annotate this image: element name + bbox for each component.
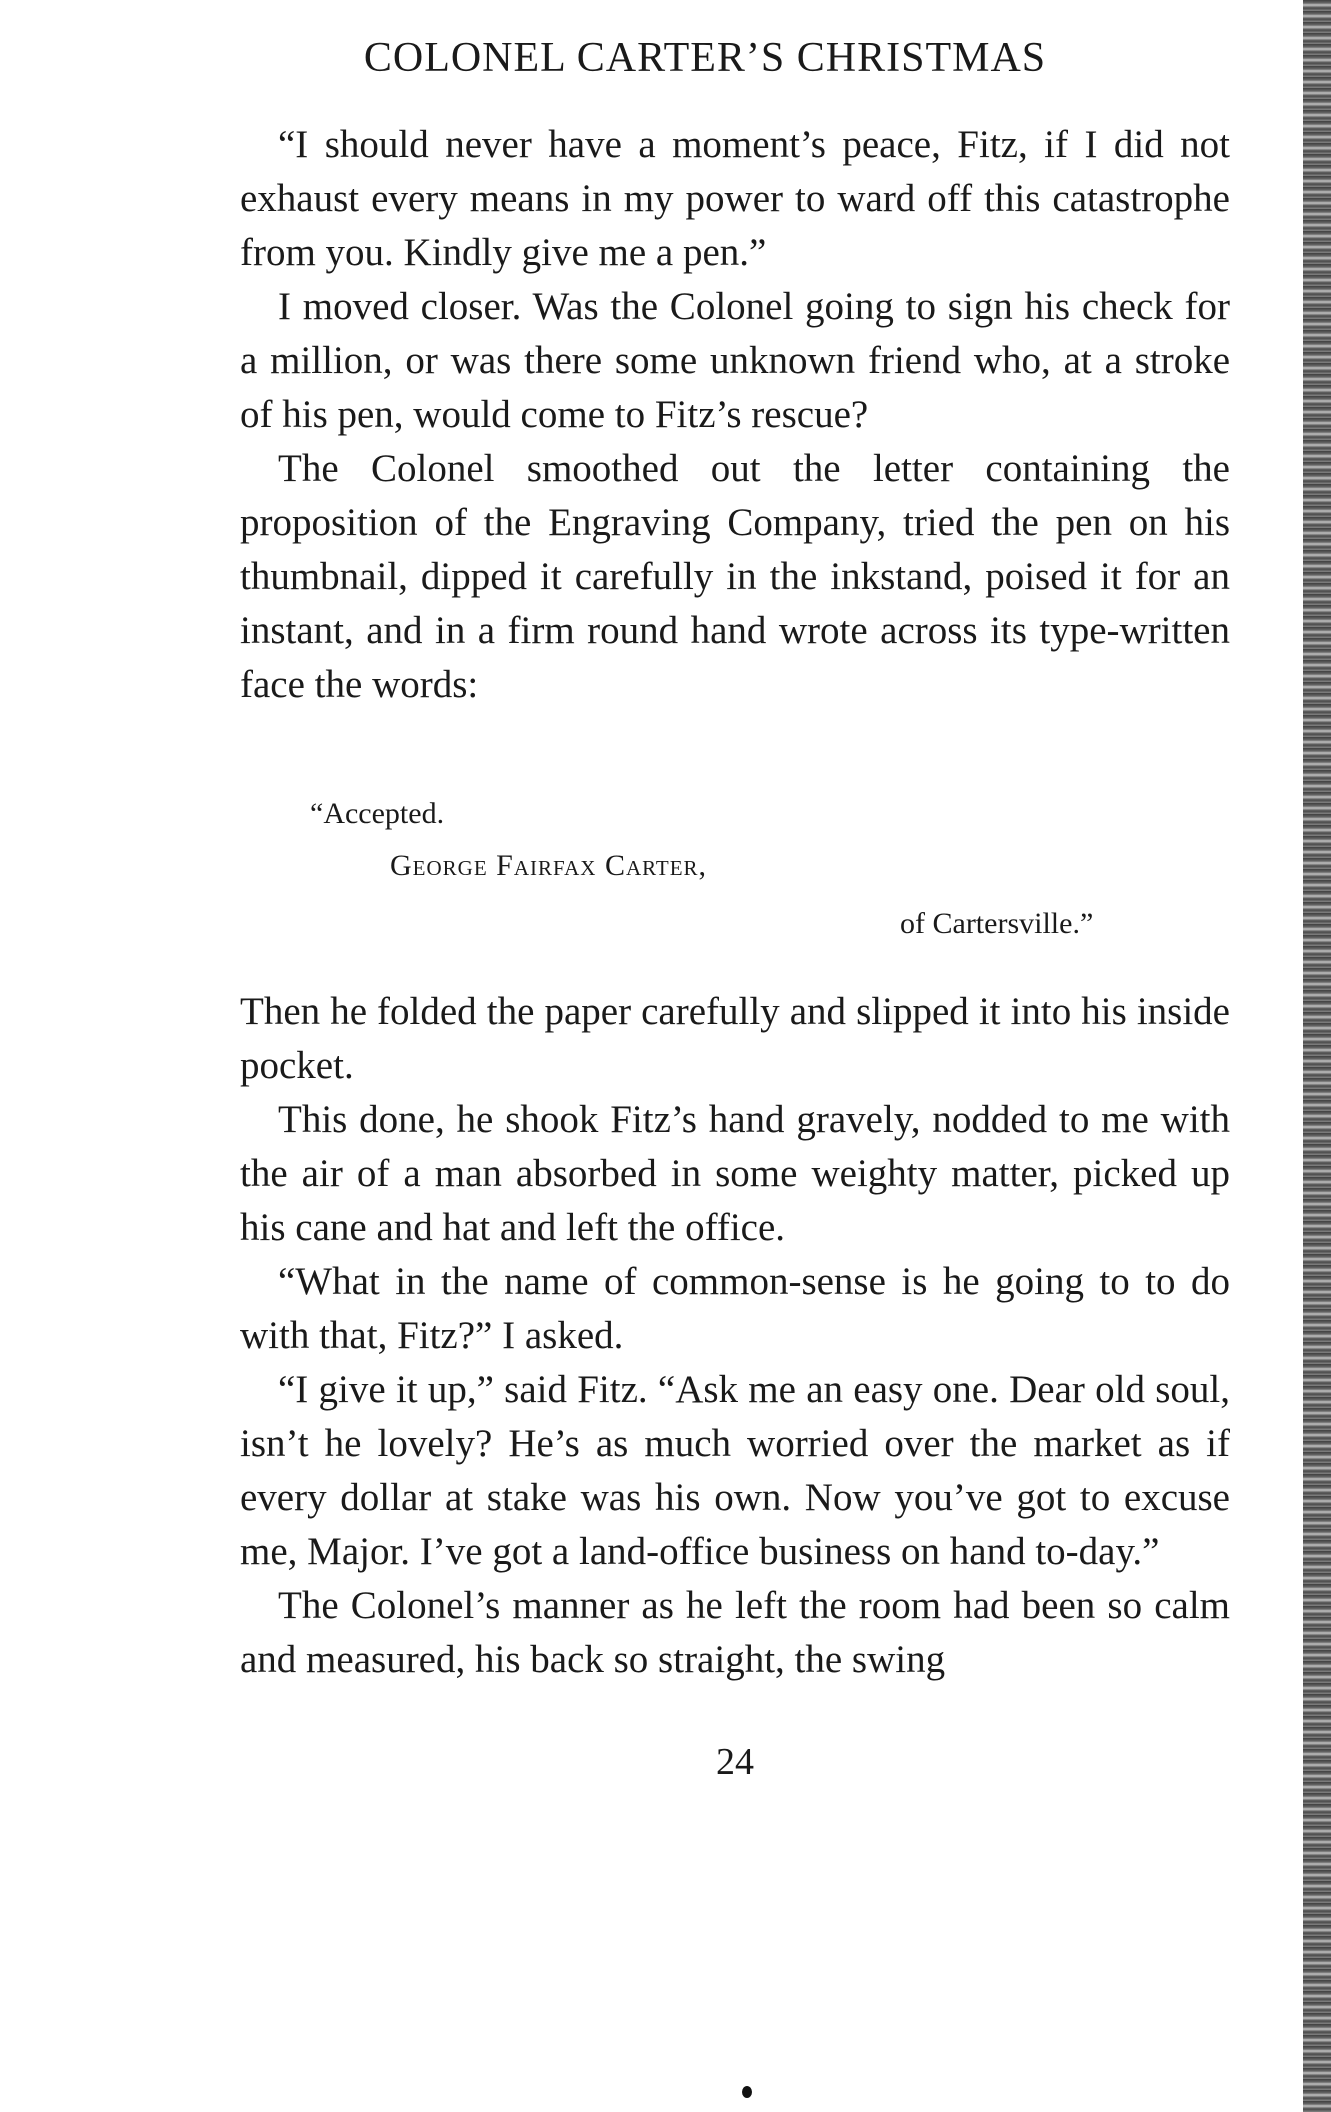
paragraph: The Colonel’s manner as he left the room had been so calm and measured, his back so straight, the swing [240,1584,1230,1681]
page-number: 24 [716,1741,754,1783]
running-header: COLONEL CARTER’S CHRISTMAS [363,35,1047,81]
note-signature: George Fairfax Carter, [390,849,708,882]
paragraph: “I should never have a moment’s peace, Fitz, if I did not exhaust every means in my power to ward off this catastrophe from you. Kindly give me a pen.” [240,123,1230,274]
paragraph: Then he folded the paper carefully and slipped it into his inside pocket. [240,990,1230,1087]
note-accepted: “Accepted. [310,797,445,830]
page-edge-shadow [1303,0,1331,2112]
note-place: of Cartersville.” [900,907,1094,940]
text-block-upper [240,118,1230,712]
paragraph: I moved closer. Was the Colonel going to sign his check for a million, or was there some unknown friend who, at a stroke of his pen, would come to Fitz’s rescue? [240,285,1230,436]
paragraph: “I give it up,” said Fitz. “Ask me an easy one. Dear old soul, isn’t he lovely? He’s as much worried over the market as if every dollar at stake was his own. Now you’ve got to excuse me, Major. I’ve got a land-office business on hand to-day.” [240,1368,1230,1573]
paragraph: The Colonel smoothed out the letter containing the proposition of the Engraving Company, tried the pen on his thumbnail, dipped it carefully in the inkstand, poised it for an instant, and in a firm round hand wrote across its type-written face the words: [240,447,1230,706]
paragraph: This done, he shook Fitz’s hand gravely, nodded to me with the air of a man absorbed in some weighty matter, picked up his cane and hat and left the office. [240,1098,1230,1249]
ink-speck [742,2086,752,2098]
text-block-lower [240,985,1230,1687]
paragraph: “What in the name of common-sense is he going to to do with that, Fitz?” I asked. [240,1260,1230,1357]
